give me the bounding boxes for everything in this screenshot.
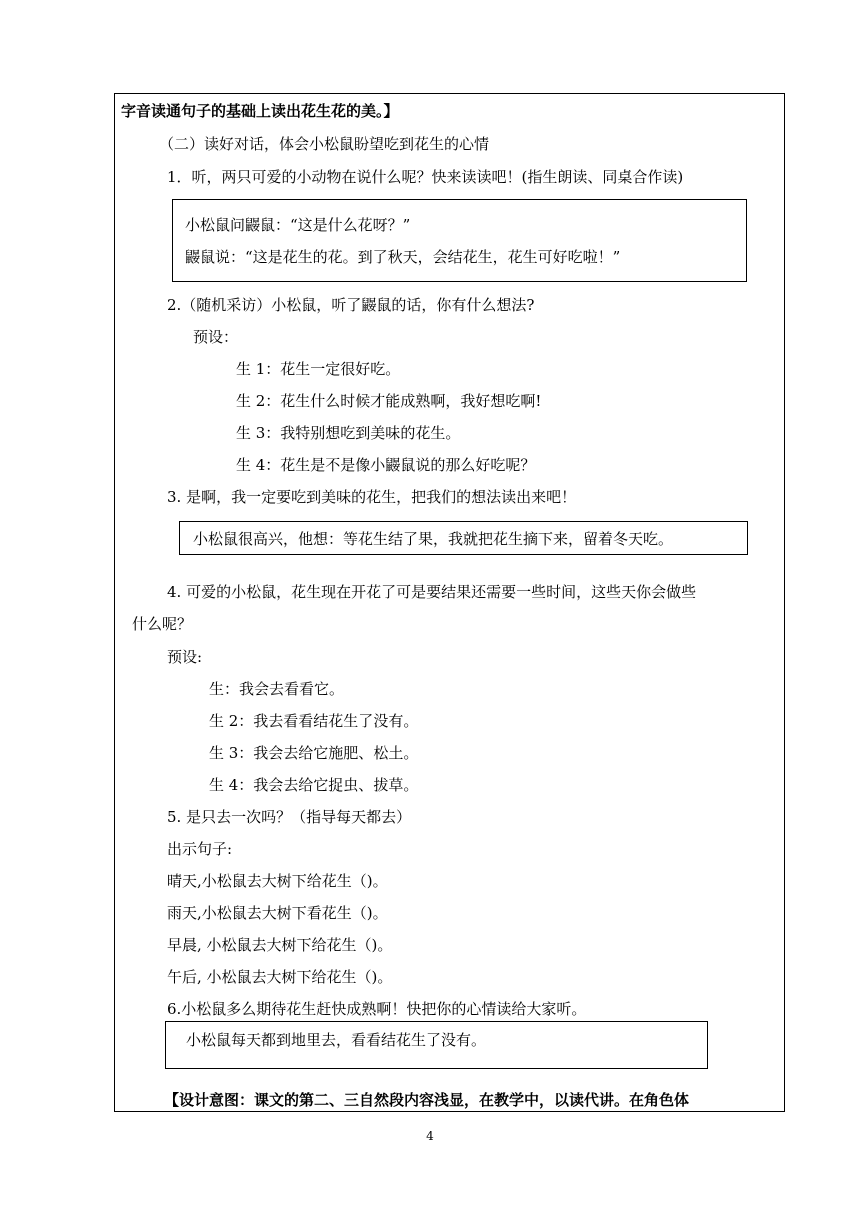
question-3: 3. 是啊，我一定要吃到美味的花生，把我们的想法读出来吧！ <box>167 488 577 506</box>
question-4-line-2: 什么呢？ <box>132 615 193 633</box>
question-4-line-1: 4. 可爱的小松鼠，花生现在开花了可是要结果还需要一些时间，这些天你会做些 <box>167 583 697 601</box>
answer-item: 生 1：花生一定很好吃。 <box>236 360 401 378</box>
section-heading: （二）读好对话，体会小松鼠盼望吃到花生的心情 <box>159 135 490 153</box>
fill-blank-sentence: 午后, 小松鼠去大树下给花生（)。 <box>167 968 393 986</box>
page-number: 4 <box>426 1129 434 1143</box>
sentence-box-2 <box>179 521 748 555</box>
question-5: 5. 是只去一次吗？（指导每天都去） <box>167 808 412 826</box>
question-6: 6.小松鼠多么期待花生赶快成熟啊！快把你的心情读给大家听。 <box>167 1000 587 1018</box>
answer-item: 生 4：我会去给它捉虫、拔草。 <box>209 776 419 794</box>
sentence-box-3 <box>165 1021 708 1069</box>
dialogue-line-2: 鼹鼠说：“这是花生的花。到了秋天，会结花生，花生可好吃啦！” <box>185 248 621 266</box>
fill-blank-sentence: 早晨, 小松鼠去大树下给花生（)。 <box>167 936 393 954</box>
sentence-box-2-text: 小松鼠很高兴，他想：等花生结了果，我就把花生摘下来，留着冬天吃。 <box>193 530 674 548</box>
answer-item: 生 3：我特别想吃到美味的花生。 <box>236 424 461 442</box>
answer-item: 生 2：我去看看结花生了没有。 <box>209 712 419 730</box>
answer-item: 生 2：花生什么时候才能成熟啊，我好想吃啊! <box>236 392 542 410</box>
question-1: 1．听，两只可爱的小动物在说什么呢？快来读读吧！(指生朗读、同桌合作读) <box>167 168 684 186</box>
answer-item: 生 4：花生是不是像小鼹鼠说的那么好吃呢？ <box>236 456 536 474</box>
sentence-box-3-text: 小松鼠每天都到地里去，看看结花生了没有。 <box>186 1031 487 1049</box>
show-sentences-label: 出示句子: <box>167 840 233 858</box>
fill-blank-sentence: 晴天,小松鼠去大树下给花生（)。 <box>167 872 388 890</box>
answer-item: 生 3：我会去给它施肥、松土。 <box>209 744 419 762</box>
dialogue-line-1: 小松鼠问鼹鼠：“这是什么花呀？” <box>185 216 411 234</box>
intro-tail-text: 字音读通句子的基础上读出花生花的美。】 <box>121 102 399 120</box>
design-intent-text: 【设计意图：课文的第二、三自然段内容浅显，在教学中，以读代讲。在角色体 <box>164 1091 690 1109</box>
question-2: 2.（随机采访）小松鼠，听了鼹鼠的话，你有什么想法? <box>167 296 535 314</box>
fill-blank-sentence: 雨天,小松鼠去大树下看花生（)。 <box>167 904 388 922</box>
preset-label-1: 预设： <box>193 328 239 346</box>
dialogue-box-1 <box>172 199 747 282</box>
preset-label-2: 预设: <box>167 648 203 666</box>
answer-item: 生：我会去看看它。 <box>209 680 345 698</box>
